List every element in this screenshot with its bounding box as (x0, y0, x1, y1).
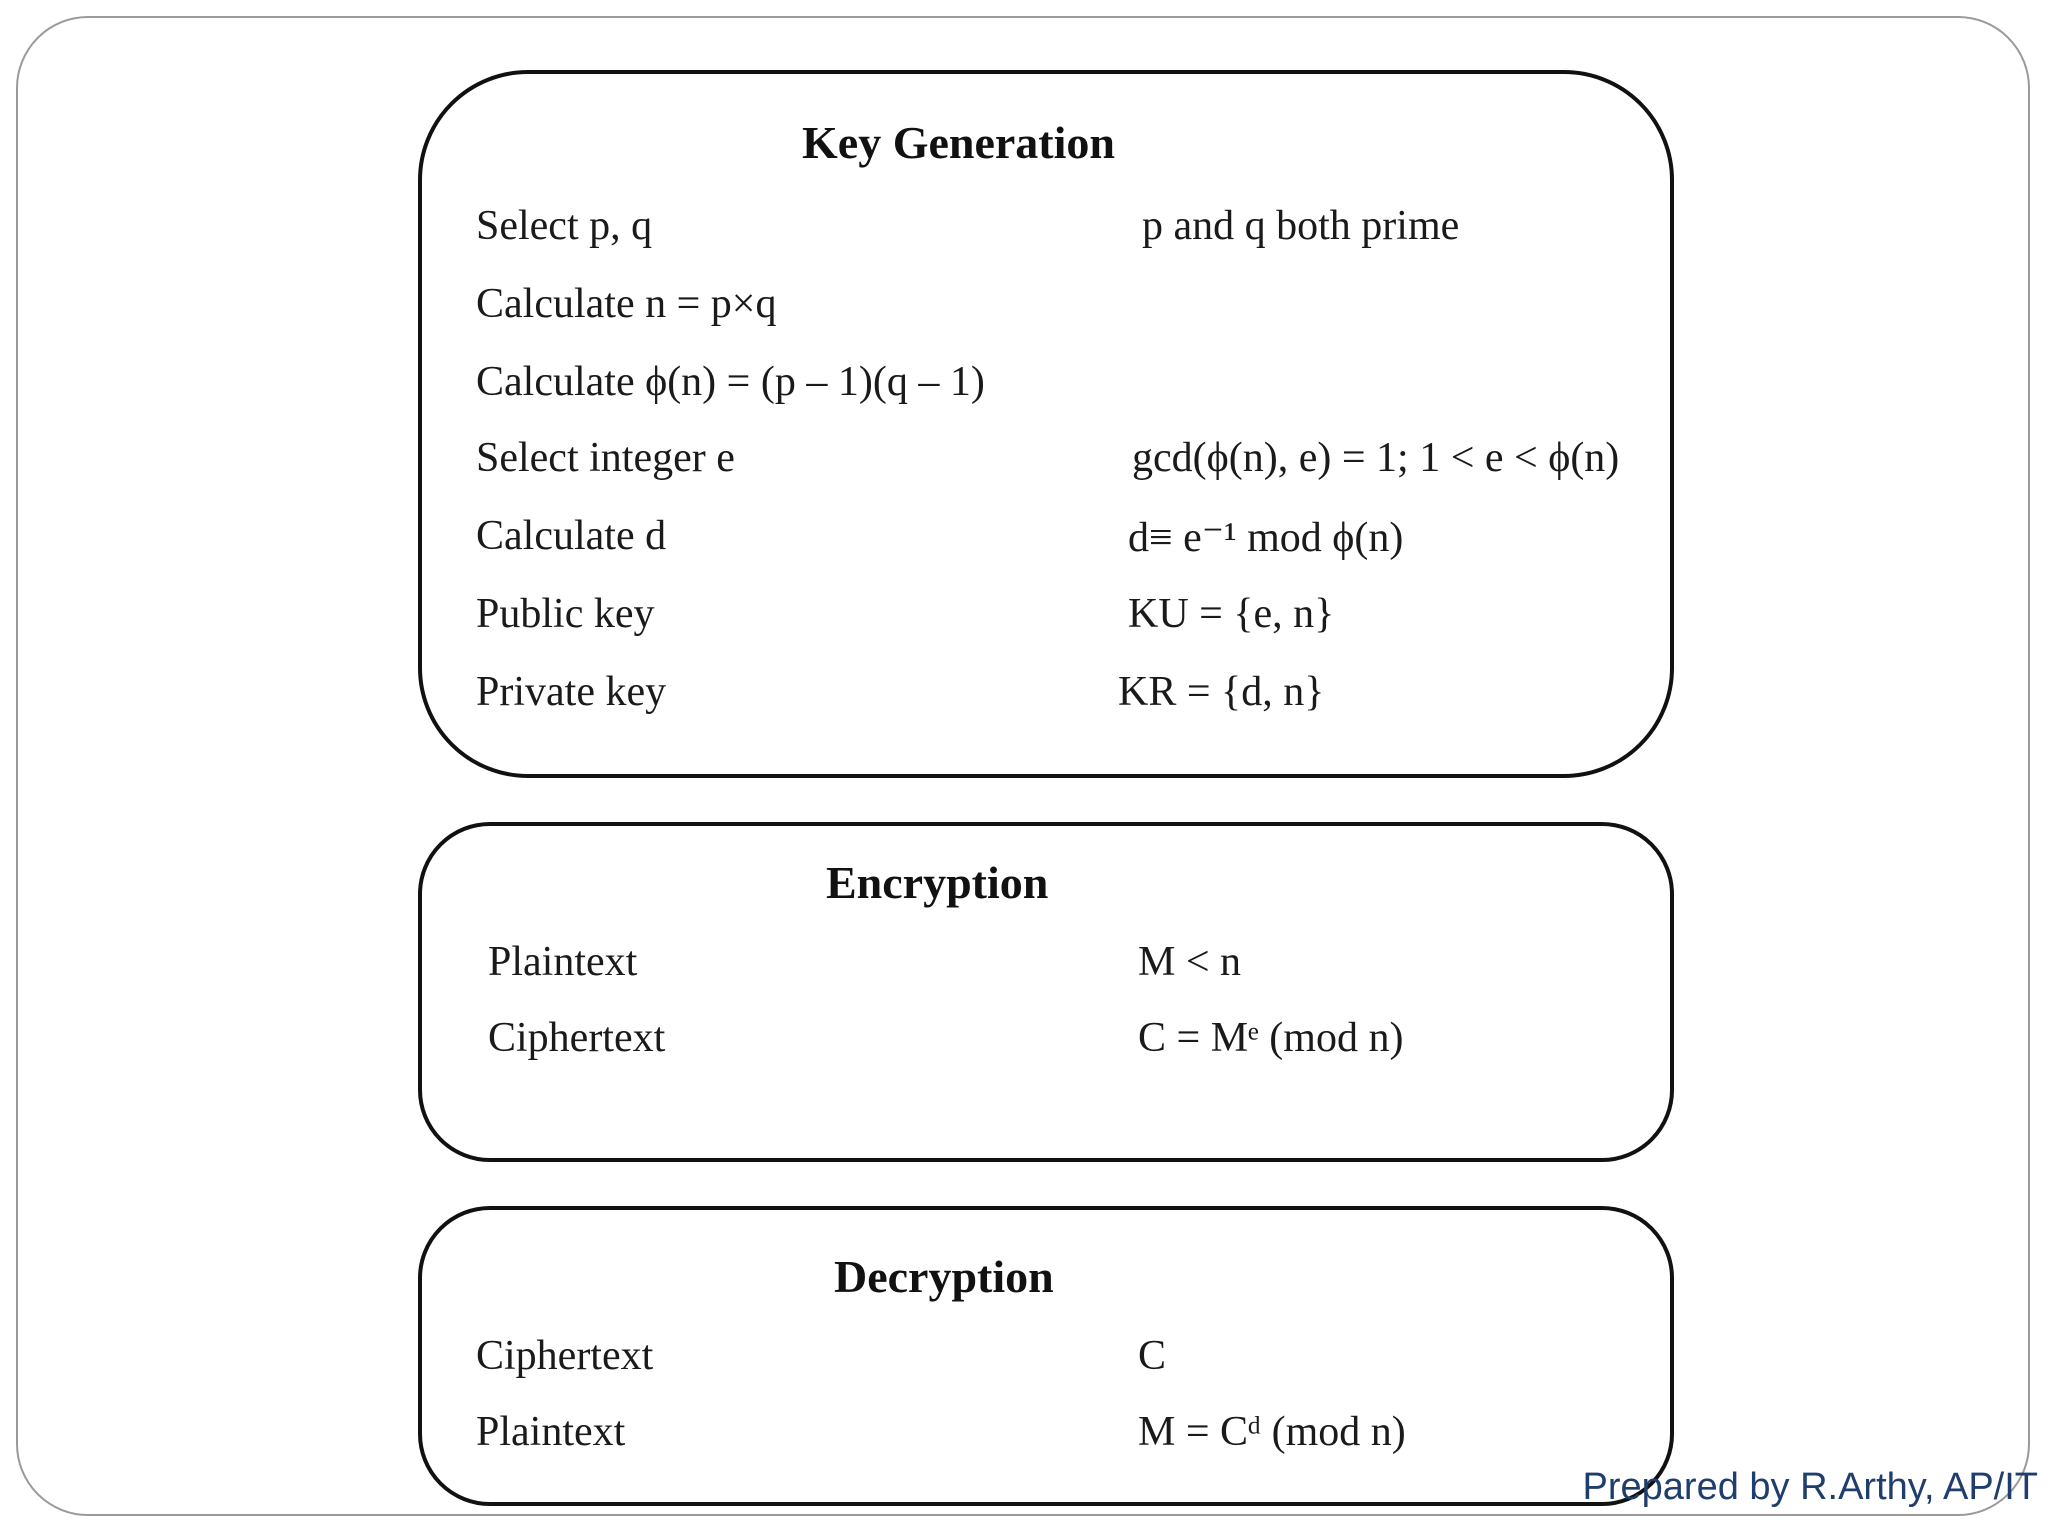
keygen-value: gcd(ϕ(n), e) = 1; 1 < e < ϕ(n) (1132, 435, 1620, 481)
decryption-row (422, 1408, 1670, 1468)
decryption-value: C (1138, 1333, 1167, 1379)
keygen-label: Select integer e (476, 435, 735, 481)
keygen-label: Calculate ϕ(n) = (p – 1)(q – 1) (476, 359, 985, 405)
encryption-value: M < n (1138, 939, 1242, 985)
decryption-label: Ciphertext (476, 1333, 654, 1379)
keygen-label: Public key (476, 591, 655, 637)
key-generation-title: Key Generation (802, 117, 1115, 168)
key-generation-panel (418, 70, 1674, 778)
decryption-panel (418, 1206, 1674, 1506)
encryption-value: C = Mᵉ (mod n) (1138, 1015, 1404, 1061)
keygen-row (422, 358, 1670, 418)
slide (16, 16, 2030, 1516)
keygen-value: KR = {d, n} (1118, 669, 1325, 715)
keygen-row (422, 434, 1670, 494)
encryption-label: Plaintext (488, 939, 638, 985)
keygen-row (422, 202, 1670, 262)
keygen-row (422, 590, 1670, 650)
footer-credit: Prepared by R.Arthy, AP/IT (1582, 1466, 2038, 1508)
encryption-panel (418, 822, 1674, 1162)
keygen-row (422, 280, 1670, 340)
keygen-value: KU = {e, n} (1128, 591, 1335, 637)
keygen-value: d≡ e⁻¹ mod ϕ(n) (1128, 515, 1404, 561)
encryption-row (422, 938, 1670, 998)
keygen-label: Private key (476, 669, 667, 715)
keygen-row (422, 668, 1670, 728)
decryption-label: Plaintext (476, 1409, 626, 1455)
keygen-label: Select p, q (476, 203, 653, 249)
encryption-label: Ciphertext (488, 1015, 666, 1061)
keygen-label: Calculate n = p×q (476, 281, 777, 327)
encryption-title: Encryption (826, 857, 1049, 908)
decryption-value: M = Cᵈ (mod n) (1138, 1409, 1406, 1455)
keygen-label: Calculate d (476, 513, 667, 559)
encryption-row (422, 1014, 1670, 1074)
decryption-title: Decryption (834, 1251, 1054, 1302)
keygen-value: p and q both prime (1142, 203, 1460, 249)
keygen-row (422, 512, 1670, 572)
decryption-row (422, 1332, 1670, 1392)
